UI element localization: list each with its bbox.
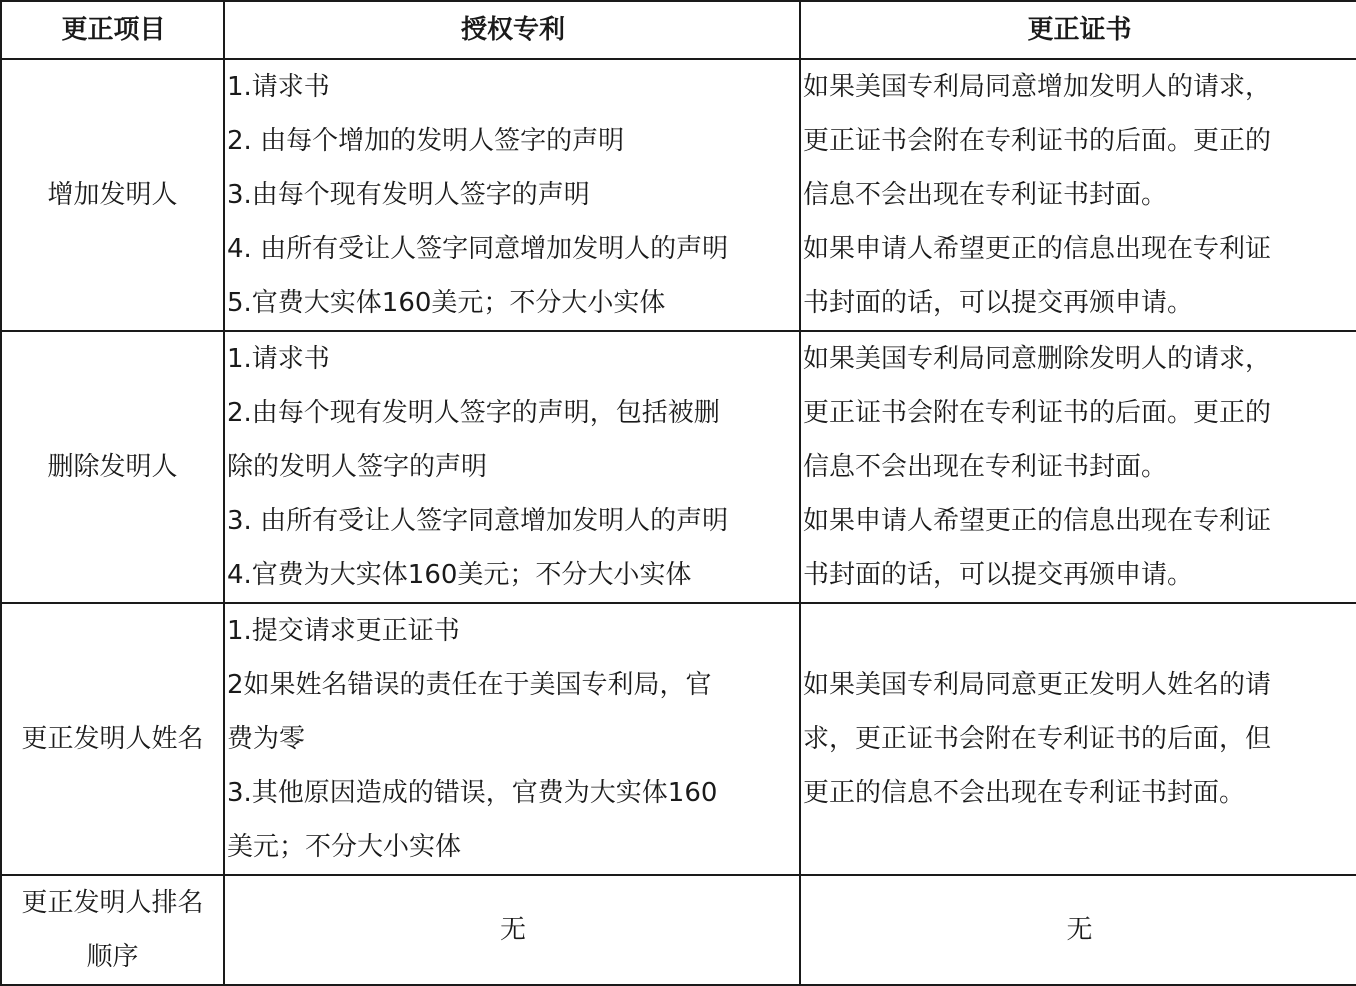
grant-line: 5.官费大实体160美元；不分大小实体 [227,288,666,318]
row-item-label [1,59,224,331]
header-grant: 授权专利 [224,1,800,59]
grant-line: 2.由每个现有发明人签字的声明，包括被删 [227,398,720,428]
cert-line: 如果申请人希望更正的信息出现在专利证 [803,506,1272,536]
grant-line: 3.其他原因造成的错误，官费为大实体160 [227,778,718,808]
grant-line: 除的发明人签字的声明 [227,452,488,482]
row-item-label [1,331,224,603]
grant-line: 美元；不分大小实体 [227,832,462,862]
cert-line: 如果美国专利局同意增加发明人的请求， [803,72,1272,102]
item-text: 顺序 [86,942,139,972]
row-grant-cell [224,59,800,331]
cert-line: 更正的信息不会出现在专利证书封面。 [803,778,1246,808]
row-grant-cell [224,331,800,603]
header-cert: 更正证书 [800,1,1356,59]
row-grant-cell: 无 [224,875,800,985]
cert-line: 求，更正证书会附在专利证书的后面，但 [803,724,1272,754]
grant-line: 3. 由所有受让人签字同意增加发明人的声明 [227,506,729,536]
row-item-label [1,603,224,875]
grant-line: 1.提交请求更正证书 [227,616,460,646]
cert-line: 书封面的话，可以提交再颁申请。 [803,560,1194,590]
header-row [1,1,1356,59]
cert-line: 更正证书会附在专利证书的后面。更正的 [803,126,1272,156]
grant-line: 2. 由每个增加的发明人签字的声明 [227,126,625,156]
table-row-add-inventor [1,59,1356,331]
cert-line: 如果美国专利局同意更正发明人姓名的请 [803,670,1272,700]
item-text: 删除发明人 [47,452,178,482]
grant-line: 3.由每个现有发明人签字的声明 [227,180,590,210]
header-item: 更正项目 [1,1,224,59]
item-text: 更正发明人姓名 [21,724,204,754]
table-row-order [1,875,1356,985]
row-cert-cell: 无 [800,875,1356,985]
table-row-correct-name [1,603,1356,875]
cert-line: 更正证书会附在专利证书的后面。更正的 [803,398,1272,428]
cert-line: 如果美国专利局同意删除发明人的请求， [803,344,1272,374]
cert-line: 信息不会出现在专利证书封面。 [803,180,1168,210]
row-grant-cell [224,603,800,875]
cert-line: 信息不会出现在专利证书封面。 [803,452,1168,482]
cert-line: 书封面的话，可以提交再颁申请。 [803,288,1194,318]
grant-line: 1.请求书 [227,344,330,374]
table-row-delete-inventor [1,331,1356,603]
row-cert-cell [800,59,1356,331]
grant-line: 2如果姓名错误的责任在于美国专利局，官 [227,670,712,700]
row-cert-cell [800,603,1356,875]
grant-line: 4. 由所有受让人签字同意增加发明人的声明 [227,234,729,264]
item-text: 更正发明人排名 [21,888,204,918]
grant-line: 1.请求书 [227,72,330,102]
row-item-label [1,875,224,985]
item-text: 增加发明人 [47,180,178,210]
grant-line: 费为零 [227,724,306,754]
cert-line: 如果申请人希望更正的信息出现在专利证 [803,234,1272,264]
row-cert-cell [800,331,1356,603]
grant-line: 4.官费为大实体160美元；不分大小实体 [227,560,692,590]
